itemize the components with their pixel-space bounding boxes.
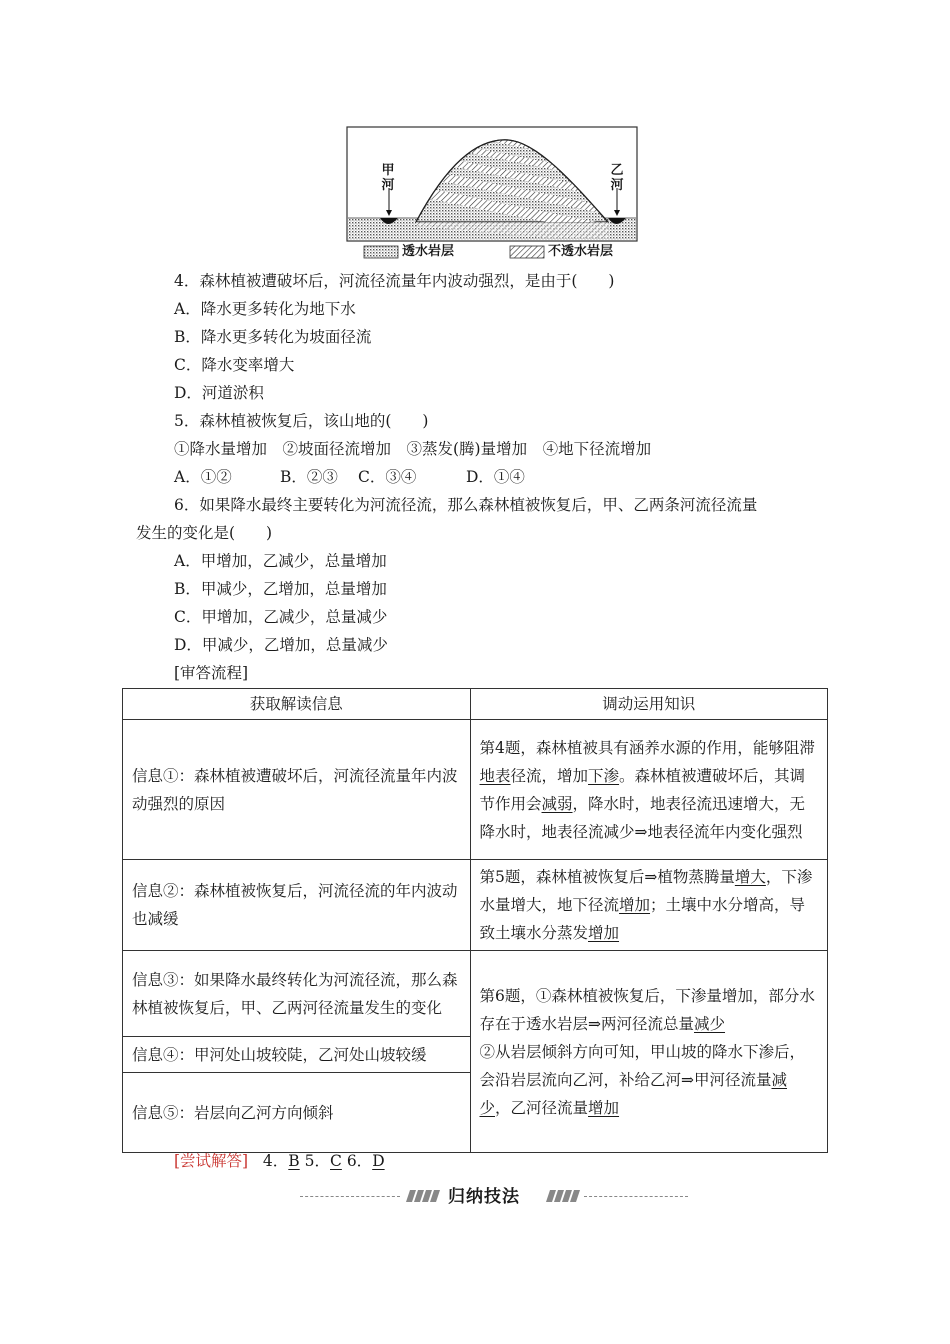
legend-permeable-label: 透水岩层 (402, 244, 455, 259)
river-yi-label: 乙河 (610, 163, 624, 193)
q4-option-d: D．河道淤积 (174, 384, 264, 402)
q6-option-a: A．甲增加，乙减少，总量增加 (174, 552, 387, 570)
q5-option-d: D．①④ (466, 468, 525, 486)
banner-dotline-left (300, 1196, 400, 1197)
q6-option-b: B．甲减少，乙增加，总量增加 (174, 580, 387, 598)
knowledge-q4: 第4题，森林植被具有涵养水源的作用，能够阻滞地表径流，增加下渗。森林植被遭破坏后，其调节作用会减弱，降水时，地表径流迅速增大，无降水时，地表径流减少⇒地表径流年内变化强烈 (470, 720, 828, 860)
knowledge-q6: 第6题，①森林植被恢复后，下渗量增加，部分水存在于透水岩层⇒两河径流总量减少 ②从岩层倾斜方向可知，甲山坡的降水下渗后，会沿岩层流向乙河，补给乙河⇒甲河径流量减少，乙河径流量增加 (470, 951, 828, 1153)
answer-line (174, 1150, 385, 1172)
q6-option-c: C．甲增加，乙减少，总量减少 (174, 608, 388, 626)
q6-option-d: D．甲减少，乙增加，总量减少 (174, 636, 388, 654)
answer-q5: C (330, 1152, 342, 1170)
info-3: 信息③：如果降水最终转化为河流径流，那么森林植被恢复后，甲、乙两河径流量发生的变化 (123, 951, 471, 1037)
answer-q4-label: 4． (262, 1152, 289, 1170)
answer-q5-label: 5． (304, 1152, 330, 1170)
legend-impermeable-label: 不透水岩层 (548, 244, 614, 259)
analysis-table (122, 688, 828, 1153)
q4-option-b: B．降水更多转化为坡面径流 (174, 328, 372, 346)
section-banner (300, 1184, 690, 1210)
info-2: 信息②：森林植被恢复后，河流径流的年内波动也减缓 (123, 860, 471, 951)
q4-option-a: A．降水更多转化为地下水 (174, 300, 356, 318)
banner-title: 归纳技法 (448, 1187, 520, 1207)
q6-stem-line1: 6．如果降水最终主要转化为河流径流，那么森林植被恢复后，甲、乙两条河流径流量 (174, 496, 758, 514)
answer-q4: B (288, 1152, 300, 1170)
banner-stripes-left-icon (404, 1189, 440, 1203)
answer-tag: [尝试解答] (174, 1152, 249, 1170)
answer-q6: D (372, 1152, 385, 1170)
answer-q6-label: 6． (346, 1152, 373, 1170)
q5-stem: 5．森林植被恢复后，该山地的( ) (174, 412, 429, 430)
header-info: 获取解读信息 (123, 689, 471, 720)
q5-option-c: C．③④ (358, 468, 417, 486)
q5-option-a: A．①② (174, 468, 232, 486)
q4-stem: 4．森林植被遭破坏后，河流径流量年内波动强烈，是由于( ) (174, 272, 615, 290)
q5-items: ①降水量增加 ②坡面径流增加 ③蒸发(腾)量增加 ④地下径流增加 (174, 440, 652, 458)
banner-stripes-right-icon (544, 1189, 580, 1203)
knowledge-q5: 第5题，森林植被恢复后⇒植物蒸腾量增大，下渗水量增大，地下径流增加；土壤中水分增高，导致土壤水分蒸发增加 (470, 860, 828, 951)
q6-stem-line2: 发生的变化是( ) (136, 524, 273, 542)
river-jia-label: 甲河 (381, 163, 395, 193)
banner-dotline-right (584, 1196, 688, 1197)
header-knowledge: 调动运用知识 (470, 689, 828, 720)
q4-option-c: C．降水变率增大 (174, 356, 295, 374)
info-1: 信息①：森林植被遭破坏后，河流径流量年内波动强烈的原因 (123, 720, 471, 860)
info-5: 信息⑤：岩层向乙河方向倾斜 (123, 1073, 471, 1153)
flow-title: [审答流程] (174, 664, 249, 682)
geology-cross-section-figure (346, 126, 638, 262)
q5-option-b: B．②③ (280, 468, 338, 486)
info-4: 信息④：甲河处山坡较陡，乙河处山坡较缓 (123, 1037, 471, 1073)
